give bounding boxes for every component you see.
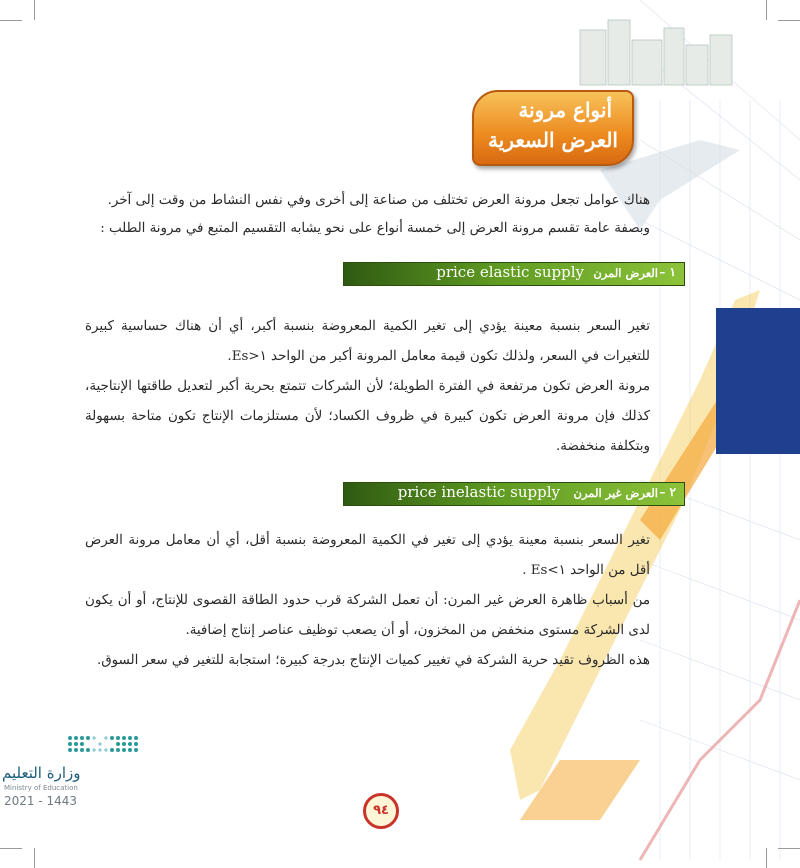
section1-paragraph-1: تغير السعر بنسبة معينة يؤدي إلى تغير الكمية المعروضة بنسبة أكبر، أي أن هناك حساسية كبيرة للتغيرات في السعر، ولذلك تكون قيمة معامل المرونة أكبر من الواحد ١<Es. bbox=[85, 319, 650, 364]
section1-title-ar: العرض المرن bbox=[593, 266, 658, 280]
crop-mark bbox=[766, 848, 767, 868]
crop-mark bbox=[778, 20, 800, 21]
crop-mark bbox=[34, 848, 35, 868]
section-title-line1: أنواع مرونة bbox=[518, 98, 612, 122]
crop-mark bbox=[778, 848, 800, 849]
section1-paragraph-2: مرونة العرض تكون مرتفعة في الفترة الطويلة؛ لأن الشركات تتمتع بحرية أكبر لتعديل طاقتها الإنتاجية، كذلك فإن مرونة العرض تكون كبيرة في ظروف الكساد؛ لأن مستلزمات الإنتاج تكون متاحة بسهولة وبتكلفة منخفضة. bbox=[85, 379, 650, 454]
crop-mark bbox=[0, 848, 22, 849]
crop-mark bbox=[34, 0, 35, 20]
intro-line-1: هناك عوامل تجعل مرونة العرض تختلف من صناعة إلى أخرى وفي نفس النشاط من وقت إلى آخر. bbox=[107, 193, 650, 208]
section2-title-ar: العرض غير المرن bbox=[573, 486, 658, 500]
ministry-name-ar: وزارة التعليم bbox=[2, 764, 81, 782]
ministry-logo bbox=[2, 732, 152, 808]
section1-heading bbox=[343, 262, 685, 286]
section2-heading bbox=[343, 482, 685, 506]
ministry-year: 2021 - 1443 bbox=[4, 794, 78, 808]
page-number: ٩٤ bbox=[363, 793, 399, 829]
ministry-name-en: Ministry of Education bbox=[4, 784, 78, 792]
section1-title-en: price elastic supply bbox=[436, 263, 584, 281]
section2-paragraph-1: تغير السعر بنسبة معينة يؤدي إلى تغير في الكمية المعروضة بنسبة أقل، أي أن معامل مرونة العرض أقل من الواحد ١>Es . bbox=[85, 533, 650, 578]
ministry-dots-icon bbox=[62, 732, 172, 762]
section2-title-en: price inelastic supply bbox=[397, 483, 560, 501]
section-title-box bbox=[472, 90, 634, 166]
crop-mark bbox=[766, 0, 767, 20]
section2-paragraph-3: هذه الظروف تقيد حرية الشركة في تغيير كميات الإنتاج بدرجة كبيرة؛ استجابة للتغير في سعر السوق. bbox=[96, 653, 650, 668]
crop-mark bbox=[0, 20, 22, 21]
side-tab bbox=[716, 308, 800, 454]
section2-paragraph-2: من أسباب ظاهرة العرض غير المرن: أن تعمل الشركة قرب حدود الطاقة القصوى للإنتاج، أو أن يكون لدى الشركة مستوى منخفض من المخزون، أو أن يصعب توظيف عناصر إنتاج إضافية. bbox=[85, 593, 650, 638]
section2-number: ٢ – bbox=[659, 485, 676, 499]
section-title-line2: العرض السعرية bbox=[488, 128, 618, 152]
intro-line-2: وبصفة عامة تقسم مرونة العرض إلى خمسة أنواع على نحو يشابه التقسيم المتبع في مرونة الطلب : bbox=[100, 221, 650, 236]
section1-number: ١ – bbox=[659, 265, 676, 279]
